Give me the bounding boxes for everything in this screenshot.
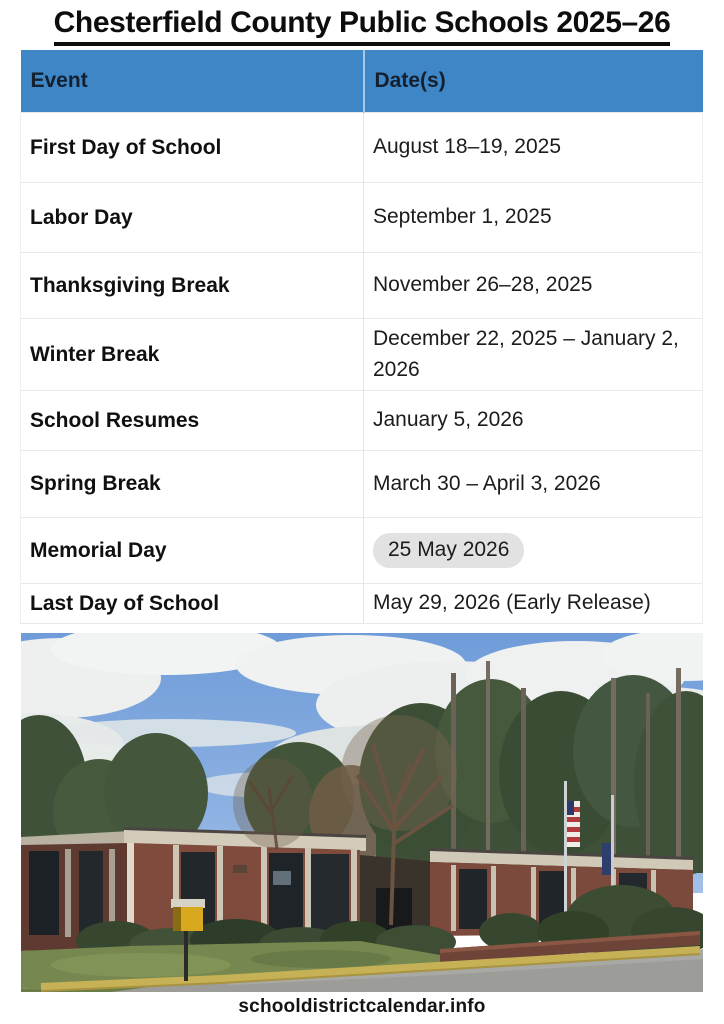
date-cell bbox=[364, 391, 703, 451]
date-text: 25 May 2026 bbox=[373, 533, 524, 567]
date-text: May 29, 2026 (Early Release) bbox=[373, 591, 651, 615]
event-cell: Thanksgiving Break bbox=[21, 253, 364, 319]
event-cell: Last Day of School bbox=[21, 584, 364, 624]
table-row bbox=[21, 183, 703, 253]
date-text: September 1, 2025 bbox=[373, 205, 552, 229]
calendar-table-body bbox=[21, 113, 703, 624]
event-cell: Winter Break bbox=[21, 319, 364, 391]
calendar-table bbox=[20, 50, 703, 624]
event-cell: School Resumes bbox=[21, 391, 364, 451]
date-text: January 5, 2026 bbox=[373, 408, 524, 432]
us-flag bbox=[567, 801, 580, 847]
event-cell: Labor Day bbox=[21, 183, 364, 253]
table-row bbox=[21, 319, 703, 391]
date-cell bbox=[364, 451, 703, 518]
date-cell bbox=[364, 113, 703, 183]
event-cell: Memorial Day bbox=[21, 518, 364, 584]
table-row bbox=[21, 584, 703, 624]
column-header-event: Event bbox=[21, 50, 364, 113]
date-text: December 22, 2025 – January 2, 2026 bbox=[373, 327, 679, 381]
footer-watermark: schooldistrictcalendar.info bbox=[238, 996, 486, 1017]
date-text: August 18–19, 2025 bbox=[373, 135, 561, 159]
table-row bbox=[21, 518, 703, 584]
column-header-dates: Date(s) bbox=[364, 50, 703, 113]
table-row bbox=[21, 451, 703, 518]
date-cell bbox=[364, 518, 703, 584]
event-cell: Spring Break bbox=[21, 451, 364, 518]
state-flag bbox=[602, 843, 611, 875]
page-title-wrap bbox=[0, 6, 724, 46]
table-row bbox=[21, 113, 703, 183]
date-cell bbox=[364, 183, 703, 253]
date-cell bbox=[364, 319, 703, 391]
date-cell bbox=[364, 584, 703, 624]
table-row bbox=[21, 253, 703, 319]
date-cell bbox=[364, 253, 703, 319]
table-row bbox=[21, 391, 703, 451]
date-text: November 26–28, 2025 bbox=[373, 273, 593, 297]
date-text: March 30 – April 3, 2026 bbox=[373, 471, 601, 495]
event-cell: First Day of School bbox=[21, 113, 364, 183]
page-title: Chesterfield County Public Schools 2025–26 bbox=[54, 6, 671, 46]
calendar-table-header bbox=[21, 50, 703, 113]
school-photo bbox=[21, 633, 703, 992]
